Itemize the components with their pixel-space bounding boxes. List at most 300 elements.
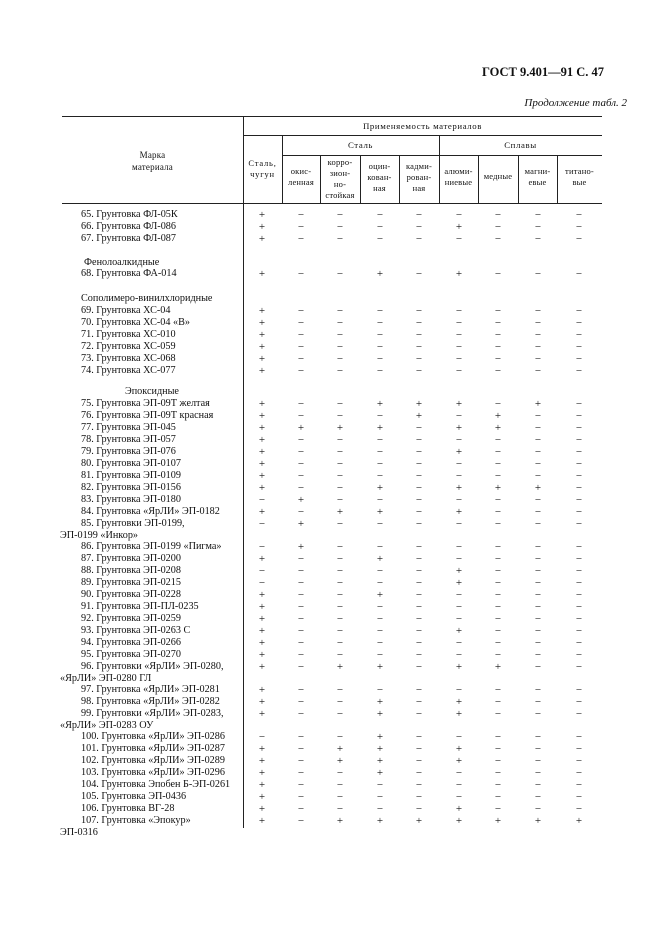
applicability-mark: − bbox=[494, 398, 502, 410]
applicability-mark: + bbox=[258, 233, 266, 245]
applicability-mark: − bbox=[258, 494, 266, 506]
applicability-mark: − bbox=[297, 625, 305, 637]
applicability-mark: − bbox=[376, 317, 384, 329]
applicability-mark: − bbox=[297, 233, 305, 245]
material-name: 66. Грунтовка ФЛ-086 bbox=[81, 221, 176, 232]
applicability-mark: − bbox=[415, 791, 423, 803]
applicability-mark: − bbox=[455, 470, 463, 482]
applicability-mark: + bbox=[336, 422, 344, 434]
applicability-mark: − bbox=[534, 625, 542, 637]
applicability-mark: − bbox=[575, 684, 583, 696]
applicability-mark: + bbox=[376, 482, 384, 494]
applicability-mark: + bbox=[258, 317, 266, 329]
table-row bbox=[0, 398, 661, 410]
applicability-mark: − bbox=[534, 661, 542, 673]
applicability-mark: + bbox=[376, 553, 384, 565]
applicability-mark: − bbox=[336, 329, 344, 341]
applicability-mark: − bbox=[455, 731, 463, 743]
applicability-mark: − bbox=[297, 791, 305, 803]
applicability-mark: − bbox=[534, 541, 542, 553]
applicability-mark: − bbox=[534, 341, 542, 353]
applicability-mark: − bbox=[494, 506, 502, 518]
applicability-mark: + bbox=[258, 353, 266, 365]
applicability-mark: − bbox=[575, 625, 583, 637]
applicability-mark: + bbox=[258, 779, 266, 791]
table-row bbox=[0, 541, 661, 553]
table-row bbox=[0, 803, 661, 815]
applicability-mark: + bbox=[455, 221, 463, 233]
applicability-mark: + bbox=[258, 305, 266, 317]
applicability-mark: + bbox=[336, 661, 344, 673]
applicability-mark: − bbox=[297, 470, 305, 482]
applicability-mark: − bbox=[297, 434, 305, 446]
table-row bbox=[0, 553, 661, 565]
applicability-mark: − bbox=[415, 767, 423, 779]
section-title-copolymer-vinyl-chloride: Сополимеро-винилхлоридные bbox=[81, 293, 213, 304]
applicability-mark: − bbox=[415, 625, 423, 637]
applicability-mark: + bbox=[258, 434, 266, 446]
applicability-mark: + bbox=[336, 815, 344, 827]
material-name: 79. Грунтовка ЭП-076 bbox=[81, 446, 176, 457]
applicability-mark: − bbox=[575, 329, 583, 341]
applicability-mark: − bbox=[415, 553, 423, 565]
applicability-mark: − bbox=[297, 317, 305, 329]
applicability-mark: − bbox=[575, 803, 583, 815]
applicability-mark: − bbox=[336, 684, 344, 696]
applicability-mark: − bbox=[575, 353, 583, 365]
applicability-mark: − bbox=[336, 625, 344, 637]
material-name: 67. Грунтовка ФЛ-087 bbox=[81, 233, 176, 244]
applicability-mark: − bbox=[415, 577, 423, 589]
applicability-mark: + bbox=[258, 696, 266, 708]
applicability-mark: − bbox=[534, 422, 542, 434]
applicability-mark: + bbox=[455, 422, 463, 434]
material-name: 69. Грунтовка ХС-04 bbox=[81, 305, 171, 316]
table-row bbox=[0, 494, 661, 506]
applicability-mark: − bbox=[494, 305, 502, 317]
applicability-mark: − bbox=[455, 458, 463, 470]
applicability-mark: − bbox=[415, 434, 423, 446]
applicability-mark: + bbox=[258, 553, 266, 565]
applicability-mark: − bbox=[494, 803, 502, 815]
applicability-mark: − bbox=[415, 696, 423, 708]
table-row bbox=[0, 637, 661, 649]
applicability-mark: − bbox=[494, 553, 502, 565]
applicability-mark: − bbox=[455, 410, 463, 422]
applicability-mark: − bbox=[297, 731, 305, 743]
applicability-mark: + bbox=[455, 482, 463, 494]
applicability-mark: + bbox=[258, 791, 266, 803]
header-line: Сталь, bbox=[248, 158, 277, 168]
applicability-mark: − bbox=[336, 410, 344, 422]
applicability-mark: + bbox=[455, 815, 463, 827]
applicability-mark: + bbox=[258, 506, 266, 518]
table-row bbox=[0, 482, 661, 494]
applicability-mark: − bbox=[534, 518, 542, 530]
applicability-mark: + bbox=[494, 422, 502, 434]
applicability-mark: − bbox=[376, 625, 384, 637]
applicability-mark: + bbox=[258, 613, 266, 625]
material-name: 68. Грунтовка ФА-014 bbox=[81, 268, 177, 279]
material-name: 73. Грунтовка ХС-068 bbox=[81, 353, 176, 364]
material-name-continued: ЭП-0316 bbox=[60, 827, 98, 838]
applicability-mark: − bbox=[297, 708, 305, 720]
section-title-phenol-alkyd: Фенолоалкидные bbox=[84, 257, 160, 268]
applicability-mark: − bbox=[534, 637, 542, 649]
applicability-mark: + bbox=[376, 743, 384, 755]
applicability-mark: − bbox=[336, 577, 344, 589]
applicability-mark: + bbox=[455, 446, 463, 458]
applicability-mark: + bbox=[258, 803, 266, 815]
applicability-mark: − bbox=[455, 649, 463, 661]
applicability-mark: − bbox=[575, 779, 583, 791]
applicability-mark: − bbox=[415, 494, 423, 506]
applicability-mark: − bbox=[494, 637, 502, 649]
applicability-mark: − bbox=[336, 803, 344, 815]
applicability-mark: − bbox=[415, 470, 423, 482]
table-row bbox=[0, 317, 661, 329]
material-name: 105. Грунтовка ЭП-0436 bbox=[81, 791, 187, 802]
applicability-mark: + bbox=[494, 482, 502, 494]
applicability-mark: − bbox=[415, 482, 423, 494]
header-line: материала bbox=[132, 162, 173, 172]
applicability-mark: − bbox=[336, 317, 344, 329]
applicability-mark: + bbox=[415, 410, 423, 422]
applicability-mark: − bbox=[297, 482, 305, 494]
applicability-mark: + bbox=[376, 268, 384, 280]
table-row bbox=[0, 731, 661, 743]
table-row bbox=[0, 329, 661, 341]
applicability-mark: − bbox=[297, 803, 305, 815]
applicability-mark: − bbox=[336, 708, 344, 720]
applicability-mark: − bbox=[455, 329, 463, 341]
applicability-mark: + bbox=[494, 661, 502, 673]
material-name: 94. Грунтовка ЭП-0266 bbox=[81, 637, 181, 648]
applicability-mark: − bbox=[297, 365, 305, 377]
applicability-mark: − bbox=[415, 708, 423, 720]
applicability-mark: + bbox=[336, 506, 344, 518]
applicability-mark: − bbox=[297, 458, 305, 470]
table-row bbox=[0, 268, 661, 280]
applicability-mark: − bbox=[415, 589, 423, 601]
applicability-mark: + bbox=[258, 482, 266, 494]
applicability-mark: − bbox=[415, 209, 423, 221]
applicability-mark: − bbox=[534, 434, 542, 446]
applicability-mark: − bbox=[575, 341, 583, 353]
material-name: 78. Грунтовка ЭП-057 bbox=[81, 434, 176, 445]
applicability-mark: − bbox=[575, 661, 583, 673]
applicability-mark: − bbox=[336, 779, 344, 791]
material-name: 76. Грунтовка ЭП-09Т красная bbox=[81, 410, 214, 421]
applicability-mark: − bbox=[494, 365, 502, 377]
applicability-mark: − bbox=[376, 434, 384, 446]
applicability-mark: − bbox=[575, 422, 583, 434]
applicability-mark: − bbox=[494, 209, 502, 221]
material-name: 83. Грунтовка ЭП-0180 bbox=[81, 494, 181, 505]
applicability-mark: − bbox=[376, 803, 384, 815]
applicability-mark: − bbox=[534, 731, 542, 743]
header-line: рован- bbox=[406, 172, 432, 182]
applicability-mark: − bbox=[494, 696, 502, 708]
applicability-mark: − bbox=[297, 410, 305, 422]
applicability-mark: + bbox=[534, 815, 542, 827]
applicability-mark: + bbox=[455, 755, 463, 767]
applicability-mark: − bbox=[494, 708, 502, 720]
applicability-mark: − bbox=[455, 317, 463, 329]
material-name: 71. Грунтовка ХС-010 bbox=[81, 329, 176, 340]
table-row bbox=[0, 434, 661, 446]
applicability-mark: − bbox=[494, 589, 502, 601]
applicability-mark: − bbox=[494, 541, 502, 553]
page-number-header: ГОСТ 9.401—91 С. 47 bbox=[482, 65, 605, 79]
applicability-mark: + bbox=[376, 661, 384, 673]
header-line: но- bbox=[333, 179, 347, 189]
applicability-mark: − bbox=[575, 731, 583, 743]
header-oxidized bbox=[282, 166, 320, 188]
applicability-mark: − bbox=[494, 684, 502, 696]
applicability-mark: − bbox=[534, 221, 542, 233]
applicability-mark: − bbox=[494, 649, 502, 661]
applicability-mark: − bbox=[297, 506, 305, 518]
applicability-mark: + bbox=[455, 696, 463, 708]
applicability-mark: − bbox=[534, 268, 542, 280]
table-top-rule bbox=[62, 116, 602, 117]
header-line: окис- bbox=[290, 166, 312, 176]
header-line: вые bbox=[572, 177, 587, 187]
applicability-mark: − bbox=[376, 341, 384, 353]
applicability-mark: − bbox=[494, 755, 502, 767]
applicability-mark: − bbox=[415, 365, 423, 377]
applicability-mark: − bbox=[297, 613, 305, 625]
applicability-mark: − bbox=[575, 767, 583, 779]
material-name: 75. Грунтовка ЭП-09Т желтая bbox=[81, 398, 210, 409]
applicability-mark: + bbox=[376, 708, 384, 720]
applicability-mark: − bbox=[534, 696, 542, 708]
table-row bbox=[0, 470, 661, 482]
applicability-mark: − bbox=[534, 613, 542, 625]
header-line: ленная bbox=[288, 177, 314, 187]
applicability-mark: − bbox=[376, 410, 384, 422]
applicability-mark: + bbox=[455, 565, 463, 577]
applicability-mark: + bbox=[258, 329, 266, 341]
applicability-mark: − bbox=[415, 661, 423, 673]
applicability-mark: − bbox=[297, 398, 305, 410]
applicability-mark: − bbox=[297, 649, 305, 661]
applicability-mark: − bbox=[534, 649, 542, 661]
applicability-mark: − bbox=[376, 601, 384, 613]
section-title-epoxy: Эпоксидные bbox=[125, 386, 179, 397]
table-row bbox=[0, 506, 661, 518]
table-row bbox=[0, 446, 661, 458]
applicability-mark: − bbox=[534, 353, 542, 365]
applicability-mark: − bbox=[534, 755, 542, 767]
header-cadmium-plated bbox=[399, 161, 439, 194]
applicability-mark: + bbox=[258, 661, 266, 673]
table-row bbox=[0, 779, 661, 791]
applicability-mark: − bbox=[415, 731, 423, 743]
applicability-mark: − bbox=[415, 341, 423, 353]
applicability-mark: − bbox=[258, 577, 266, 589]
applicability-mark: + bbox=[455, 268, 463, 280]
applicability-mark: − bbox=[376, 779, 384, 791]
applicability-mark: − bbox=[494, 458, 502, 470]
applicability-mark: − bbox=[575, 791, 583, 803]
applicability-mark: − bbox=[534, 470, 542, 482]
applicability-mark: − bbox=[575, 577, 583, 589]
applicability-mark: − bbox=[336, 613, 344, 625]
material-name-continued: «ЯрЛИ» ЭП-0283 ОУ bbox=[60, 720, 154, 731]
applicability-mark: − bbox=[575, 305, 583, 317]
applicability-mark: − bbox=[336, 209, 344, 221]
applicability-mark: + bbox=[455, 661, 463, 673]
applicability-mark: − bbox=[336, 446, 344, 458]
header-material-name bbox=[62, 149, 243, 173]
applicability-mark: − bbox=[415, 329, 423, 341]
applicability-mark: − bbox=[494, 317, 502, 329]
table-row bbox=[0, 341, 661, 353]
applicability-mark: − bbox=[376, 353, 384, 365]
applicability-mark: − bbox=[575, 696, 583, 708]
applicability-mark: − bbox=[415, 305, 423, 317]
applicability-mark: − bbox=[534, 494, 542, 506]
applicability-mark: − bbox=[455, 341, 463, 353]
header-line: ная bbox=[412, 183, 426, 193]
applicability-mark: + bbox=[258, 625, 266, 637]
applicability-mark: − bbox=[376, 470, 384, 482]
applicability-mark: − bbox=[336, 233, 344, 245]
applicability-mark: − bbox=[415, 317, 423, 329]
applicability-mark: − bbox=[297, 221, 305, 233]
header-alloys-group: Сплавы bbox=[504, 140, 537, 150]
material-name-continued: ЭП-0199 «Инкор» bbox=[60, 530, 139, 541]
material-name: 70. Грунтовка ХС-04 «В» bbox=[81, 317, 190, 328]
applicability-mark: − bbox=[415, 779, 423, 791]
material-name: 99. Грунтовки «ЯрЛИ» ЭП-0283, bbox=[81, 708, 224, 719]
table-row bbox=[0, 221, 661, 233]
applicability-mark: − bbox=[455, 494, 463, 506]
applicability-mark: − bbox=[494, 613, 502, 625]
applicability-mark: + bbox=[336, 743, 344, 755]
applicability-mark: − bbox=[376, 494, 384, 506]
header-line: зион- bbox=[329, 168, 351, 178]
applicability-mark: − bbox=[415, 353, 423, 365]
applicability-mark: − bbox=[258, 518, 266, 530]
applicability-mark: + bbox=[376, 696, 384, 708]
applicability-mark: − bbox=[415, 637, 423, 649]
applicability-mark: − bbox=[415, 221, 423, 233]
applicability-mark: − bbox=[297, 305, 305, 317]
material-name: 72. Грунтовка ХС-059 bbox=[81, 341, 176, 352]
applicability-mark: − bbox=[494, 341, 502, 353]
applicability-mark: − bbox=[534, 329, 542, 341]
applicability-mark: − bbox=[376, 649, 384, 661]
applicability-mark: − bbox=[455, 434, 463, 446]
applicability-mark: − bbox=[415, 803, 423, 815]
applicability-mark: − bbox=[297, 565, 305, 577]
table-row bbox=[0, 209, 661, 221]
header-line: Марка bbox=[139, 150, 166, 160]
header-steel-cast-iron bbox=[243, 158, 282, 180]
applicability-mark: + bbox=[376, 422, 384, 434]
applicability-mark: − bbox=[415, 649, 423, 661]
applicability-mark: + bbox=[258, 589, 266, 601]
applicability-mark: − bbox=[494, 221, 502, 233]
applicability-mark: − bbox=[336, 553, 344, 565]
material-name: 87. Грунтовка ЭП-0200 bbox=[81, 553, 181, 564]
material-name: 104. Грунтовка Эпобен Б-ЭП-0261 bbox=[81, 779, 231, 790]
applicability-mark: − bbox=[336, 365, 344, 377]
header-line: магни- bbox=[524, 166, 551, 176]
applicability-mark: + bbox=[455, 577, 463, 589]
applicability-mark: − bbox=[336, 221, 344, 233]
applicability-mark: − bbox=[455, 305, 463, 317]
applicability-mark: − bbox=[297, 553, 305, 565]
applicability-mark: − bbox=[494, 329, 502, 341]
applicability-mark: − bbox=[534, 708, 542, 720]
applicability-mark: + bbox=[415, 398, 423, 410]
applicability-mark: − bbox=[415, 565, 423, 577]
applicability-mark: − bbox=[575, 233, 583, 245]
applicability-mark: + bbox=[258, 446, 266, 458]
material-name: 77. Грунтовка ЭП-045 bbox=[81, 422, 176, 433]
material-name: 93. Грунтовка ЭП-0263 С bbox=[81, 625, 191, 636]
applicability-mark: − bbox=[415, 233, 423, 245]
applicability-mark: − bbox=[297, 743, 305, 755]
applicability-mark: − bbox=[575, 708, 583, 720]
applicability-mark: − bbox=[376, 541, 384, 553]
applicability-mark: − bbox=[376, 577, 384, 589]
applicability-mark: + bbox=[258, 637, 266, 649]
applicability-mark: + bbox=[258, 708, 266, 720]
applicability-mark: − bbox=[415, 268, 423, 280]
applicability-mark: − bbox=[336, 494, 344, 506]
applicability-mark: − bbox=[415, 541, 423, 553]
table-row bbox=[0, 661, 661, 684]
applicability-mark: − bbox=[415, 613, 423, 625]
applicability-mark: + bbox=[534, 482, 542, 494]
material-name: 80. Грунтовка ЭП-0107 bbox=[81, 458, 181, 469]
table-row bbox=[0, 601, 661, 613]
applicability-mark: + bbox=[258, 398, 266, 410]
applicability-mark: − bbox=[415, 518, 423, 530]
header-rule-applicability bbox=[243, 135, 602, 136]
table-row bbox=[0, 708, 661, 731]
applicability-mark: − bbox=[336, 470, 344, 482]
applicability-mark: + bbox=[534, 398, 542, 410]
applicability-mark: − bbox=[455, 637, 463, 649]
applicability-mark: − bbox=[494, 743, 502, 755]
applicability-mark: + bbox=[297, 494, 305, 506]
applicability-mark: − bbox=[534, 365, 542, 377]
header-steel-group: Сталь bbox=[347, 140, 374, 150]
applicability-mark: − bbox=[494, 268, 502, 280]
applicability-mark: − bbox=[534, 305, 542, 317]
applicability-mark: + bbox=[258, 815, 266, 827]
applicability-mark: − bbox=[575, 755, 583, 767]
applicability-mark: − bbox=[297, 767, 305, 779]
table-row bbox=[0, 684, 661, 696]
applicability-mark: − bbox=[415, 743, 423, 755]
applicability-mark: − bbox=[534, 209, 542, 221]
header-line: кадми- bbox=[405, 161, 433, 171]
applicability-mark: − bbox=[575, 365, 583, 377]
applicability-mark: − bbox=[534, 743, 542, 755]
applicability-mark: − bbox=[534, 601, 542, 613]
applicability-mark: − bbox=[534, 791, 542, 803]
applicability-mark: − bbox=[336, 341, 344, 353]
applicability-mark: − bbox=[455, 613, 463, 625]
applicability-mark: − bbox=[494, 446, 502, 458]
